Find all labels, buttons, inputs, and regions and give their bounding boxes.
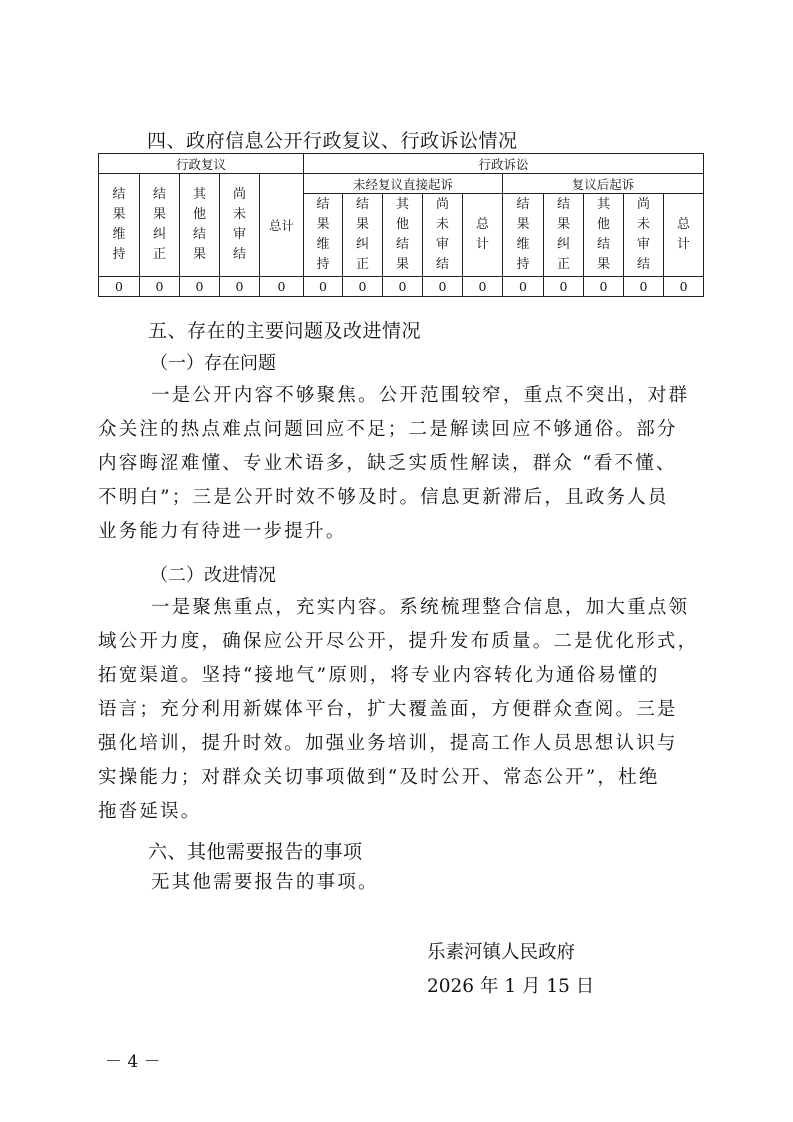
- section6-title: 六、其他需要报告的事项: [148, 841, 363, 863]
- value-cell: 0: [343, 277, 383, 297]
- review-col: 其他结果: [180, 174, 220, 277]
- paragraph-line: 实操能力；对群众关切事项做到“及时公开、常态公开”，杜绝: [98, 767, 660, 788]
- paragraph-line: 一是聚焦重点，充实内容。系统梳理整合信息，加大重点领: [151, 597, 690, 618]
- paragraph-line: 拓宽渠道。坚持“接地气”原则，将专业内容转化为通俗易懂的: [98, 665, 660, 686]
- value-cell: 0: [99, 277, 140, 297]
- problems-paragraph: [98, 379, 698, 549]
- section6-body: 无其他需要报告的事项。: [151, 872, 379, 893]
- direct-col: 其他结果: [383, 194, 423, 277]
- value-cell: 0: [220, 277, 260, 297]
- value-cell: 0: [140, 277, 180, 297]
- value-cell: 0: [383, 277, 423, 297]
- improvements-subtitle: （二）改进情况: [150, 565, 276, 586]
- value-cell: 0: [423, 277, 463, 297]
- improvements-paragraph: [98, 591, 698, 831]
- review-col: 尚未审结: [220, 174, 260, 277]
- problems-subtitle: （一）存在问题: [150, 353, 276, 374]
- section4-title: 四、政府信息公开行政复议、行政诉讼情况: [147, 130, 518, 152]
- page-number: － 4 －: [105, 1052, 161, 1072]
- after-col: 尚未审结: [624, 194, 664, 277]
- review-litigation-table: [98, 153, 704, 297]
- after-col: 总计: [664, 194, 704, 277]
- paragraph-line: 拖沓延误。: [98, 801, 202, 822]
- direct-col: 结果纠正: [343, 194, 383, 277]
- direct-col: 结果维持: [304, 194, 343, 277]
- review-header: 行政复议: [99, 154, 304, 174]
- paragraph-line: 强化培训，提升时效。加强业务培训，提高工作人员思想认识与: [98, 733, 678, 754]
- value-cell: 0: [503, 277, 544, 297]
- litigation-header: 行政诉讼: [304, 154, 704, 174]
- value-cell: 0: [180, 277, 220, 297]
- value-cell: 0: [624, 277, 664, 297]
- signature-org: 乐素河镇人民政府: [427, 942, 576, 963]
- paragraph-line: 不明白”；三是公开时效不够及时。信息更新滞后，且政务人员: [98, 487, 669, 508]
- signature-date: 2026 年 1 月 15 日: [427, 976, 595, 997]
- after-review-header: 复议后起诉: [503, 174, 704, 194]
- review-total-col: 总计: [260, 174, 304, 277]
- paragraph-line: 众关注的热点难点问题回应不足；二是解读回应不够通俗。部分: [98, 419, 678, 440]
- value-cell: 0: [304, 277, 343, 297]
- direct-col: 总计: [463, 194, 503, 277]
- value-cell: 0: [260, 277, 304, 297]
- value-cell: 0: [664, 277, 704, 297]
- direct-suit-header: 未经复议直接起诉: [304, 174, 503, 194]
- section5-title: 五、存在的主要问题及改进情况: [148, 320, 422, 342]
- value-cell: 0: [463, 277, 503, 297]
- paragraph-line: 语言；充分利用新媒体平台，扩大覆盖面，方便群众查阅。三是: [98, 699, 678, 720]
- value-cell: 0: [544, 277, 584, 297]
- review-col: 结果纠正: [140, 174, 180, 277]
- direct-col: 尚未审结: [423, 194, 463, 277]
- review-col: 结果维持: [99, 174, 140, 277]
- paragraph-line: 一是公开内容不够聚焦。公开范围较窄，重点不突出，对群: [151, 385, 690, 406]
- after-col: 其他结果: [584, 194, 624, 277]
- paragraph-line: 域公开力度，确保应公开尽公开，提升发布质量。二是优化形式，: [98, 631, 699, 652]
- paragraph-line: 业务能力有待进一步提升。: [98, 521, 347, 542]
- paragraph-line: 内容晦涩难懂、专业术语多，缺乏实质性解读，群众 “看不懂、: [98, 453, 677, 474]
- after-col: 结果纠正: [544, 194, 584, 277]
- value-cell: 0: [584, 277, 624, 297]
- after-col: 结果维持: [503, 194, 544, 277]
